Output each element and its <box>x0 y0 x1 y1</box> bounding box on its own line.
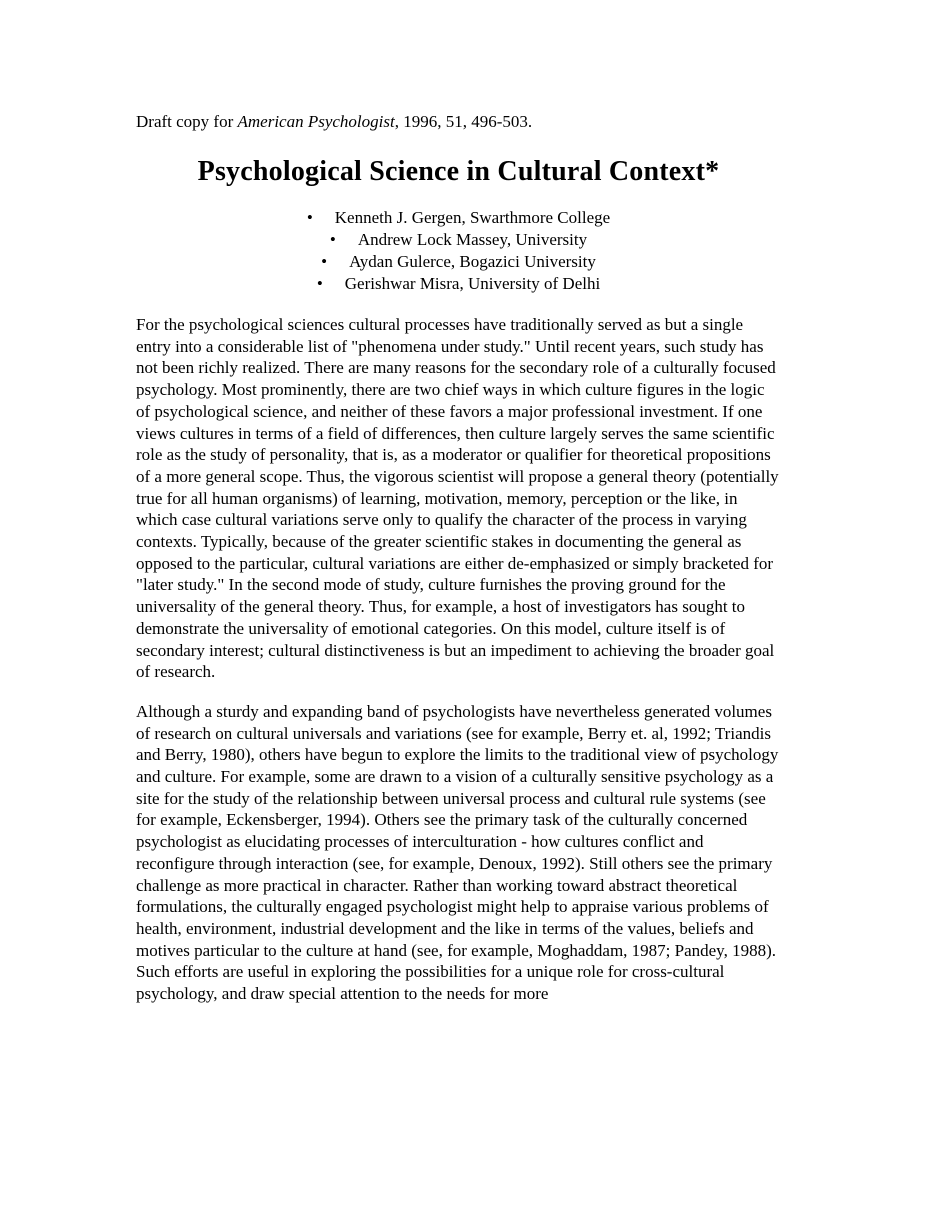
author-name: Kenneth J. Gergen, Swarthmore College <box>334 208 611 227</box>
body-paragraph-2: Although a sturdy and expanding band of psychologists have nevertheless generated volumes of research on cultural universals and variations (see for example, Berry et. al, 1992; Triandis and Berry, 1980), others have begun to explore the limits to the traditional view of psychology and culture. For example, some are drawn to a vision of a culturally sensitive psychology as a site for the study of the relationship between universal process and cultural rule systems (see for example, Eckensberger, 1994). Others see the primary task of the culturally concerned psychologist as elucidating processes of interculturation - how cultures conflict and reconfigure through interaction (see, for example, Denoux, 1992). Still others see the primary challenge as more practical in character. Rather than working toward abstract theoretical formulations, the culturally engaged psychologist might help to appraise various problems of health, environment, industrial development and the like in terms of the values, beliefs and motives particular to the culture at hand (see, for example, Moghaddam, 1987; Pandey, 1988). Such efforts are useful in exploring the possibilities for a unique role for cross-cultural psychology, and draw special attention to the needs for more <box>136 701 779 1004</box>
author-line <box>136 273 781 295</box>
draft-citation <box>136 111 781 133</box>
bullet-icon: • <box>306 208 313 227</box>
author-list <box>136 207 781 295</box>
body-paragraph-1: For the psychological sciences cultural processes have traditionally served as but a single entry into a considerable list of "phenomena under study." Until recent years, such study has not been richly realized. There are many reasons for the secondary role of a culturally focused psychology. Most prominently, there are two chief ways in which culture figures in the logic of psychological science, and neither of these favors a major professional investment. If one views cultures in terms of a field of differences, then culture largely serves the same scientific role as the study of personality, that is, as a moderator or qualifier for theoretical propositions of a more general scope. Thus, the vigorous scientist will propose a general theory (potentially true for all human organisms) of learning, motivation, memory, perception or the like, in which case cultural variations serve only to qualify the character of the process in varying contexts. Typically, because of the greater scientific stakes in documenting the general as opposed to the particular, cultural variations are either de-emphasized or simply bracketed for "later study." In the second mode of study, culture furnishes the proving ground for the universality of the general theory. Thus, for example, a host of investigators has sought to demonstrate the universality of emotional categories. On this model, culture itself is of secondary interest; cultural distinctiveness is but an impediment to achieving the broader goal of research. <box>136 315 779 682</box>
author-name: Aydan Gulerce, Bogazici University <box>349 252 596 271</box>
journal-title: American Psychologist <box>237 112 395 131</box>
bullet-icon: • <box>329 230 336 249</box>
page-title: Psychological Science in Cultural Context* <box>197 156 720 187</box>
author-line <box>136 251 781 273</box>
bullet-icon: • <box>316 274 323 293</box>
author-line <box>136 207 781 229</box>
author-name: Gerishwar Misra, University of Delhi <box>344 274 601 293</box>
bullet-icon: • <box>321 252 328 271</box>
document-content <box>136 111 781 1005</box>
draft-citation-prefix: Draft copy for <box>136 112 238 131</box>
author-name: Andrew Lock Massey, University <box>357 230 588 249</box>
draft-citation-suffix: , 1996, 51, 496-503. <box>394 112 533 131</box>
author-line <box>136 229 781 251</box>
